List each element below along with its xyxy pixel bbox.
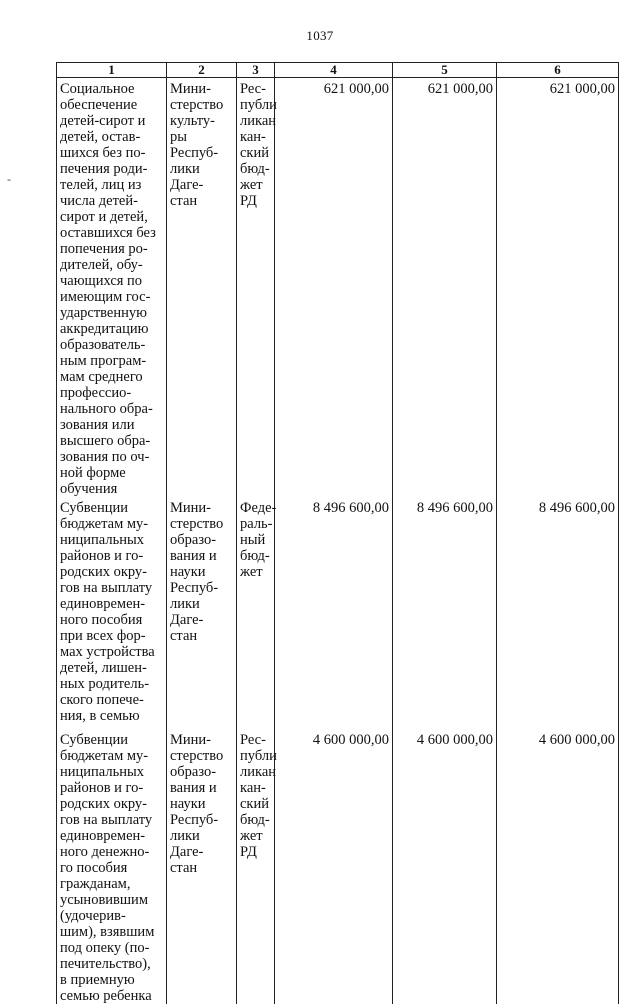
- row-ministry: Мини- стерство образо- вания и науки Респуб- лики Даге- стан: [167, 724, 237, 1004]
- row-amount-col4: 4 600 000,00: [275, 724, 393, 1004]
- row-description: Социальное обеспечение детей-сирот и детей, остав- шихся без по- печения роди- телей, лиц из числа детей- сирот и детей, оставшихся без попечения ро- дителей, обу- чающихся по имеющим гос- ударственную аккредитацию образователь- ным програм- мам среднего профессио- нального обра- зования или высшего обра- зования по оч- ной форме обучения: [57, 78, 167, 498]
- table-header-row: [57, 63, 619, 78]
- row-amount-col6: 621 000,00: [497, 78, 619, 498]
- scan-mark: -: [7, 172, 11, 186]
- row-description: Субвенции бюджетам му- ниципальных районов и го- родских окру- гов на выплату единовремен- ного денежно- го пособия гражданам, усыновившим (удочерив- шим), взявшим под опеку (по- печительство), в приемную семью ребенка: [57, 724, 167, 1004]
- column-header-1: 1: [57, 63, 167, 78]
- column-header-5: 5: [393, 63, 497, 78]
- row-amount-col6: 4 600 000,00: [497, 724, 619, 1004]
- row-description: Субвенции бюджетам му- ниципальных районов и го- родских окру- гов на выплату единовремен- ного пособия при всех фор- мах устройства детей, лишен- ных родитель- ского попече- ния, в семью: [57, 497, 167, 724]
- row-budget: Рес- публи ликан кан- ский бюд- жет РД: [237, 78, 275, 498]
- row-ministry: Мини- стерство образо- вания и науки Респуб- лики Даге- стан: [167, 497, 237, 724]
- table-row: [57, 497, 619, 724]
- row-amount-col5: 621 000,00: [393, 78, 497, 498]
- column-header-6: 6: [497, 63, 619, 78]
- page-number: 1037: [306, 28, 334, 43]
- row-budget: Рес- публи ликан кан- ский бюд- жет РД: [237, 724, 275, 1004]
- column-header-3: 3: [237, 63, 275, 78]
- table-row: [57, 724, 619, 1004]
- row-amount-col4: 8 496 600,00: [275, 497, 393, 724]
- row-amount-col4: 621 000,00: [275, 78, 393, 498]
- budget-table: [56, 62, 619, 1004]
- row-amount-col5: 8 496 600,00: [393, 497, 497, 724]
- row-amount-col6: 8 496 600,00: [497, 497, 619, 724]
- row-budget: Феде- раль- ный бюд- жет: [237, 497, 275, 724]
- row-ministry: Мини- стерство культу- ры Респуб- лики Даге- стан: [167, 78, 237, 498]
- row-amount-col5: 4 600 000,00: [393, 724, 497, 1004]
- column-header-4: 4: [275, 63, 393, 78]
- column-header-2: 2: [167, 63, 237, 78]
- table-row: [57, 78, 619, 498]
